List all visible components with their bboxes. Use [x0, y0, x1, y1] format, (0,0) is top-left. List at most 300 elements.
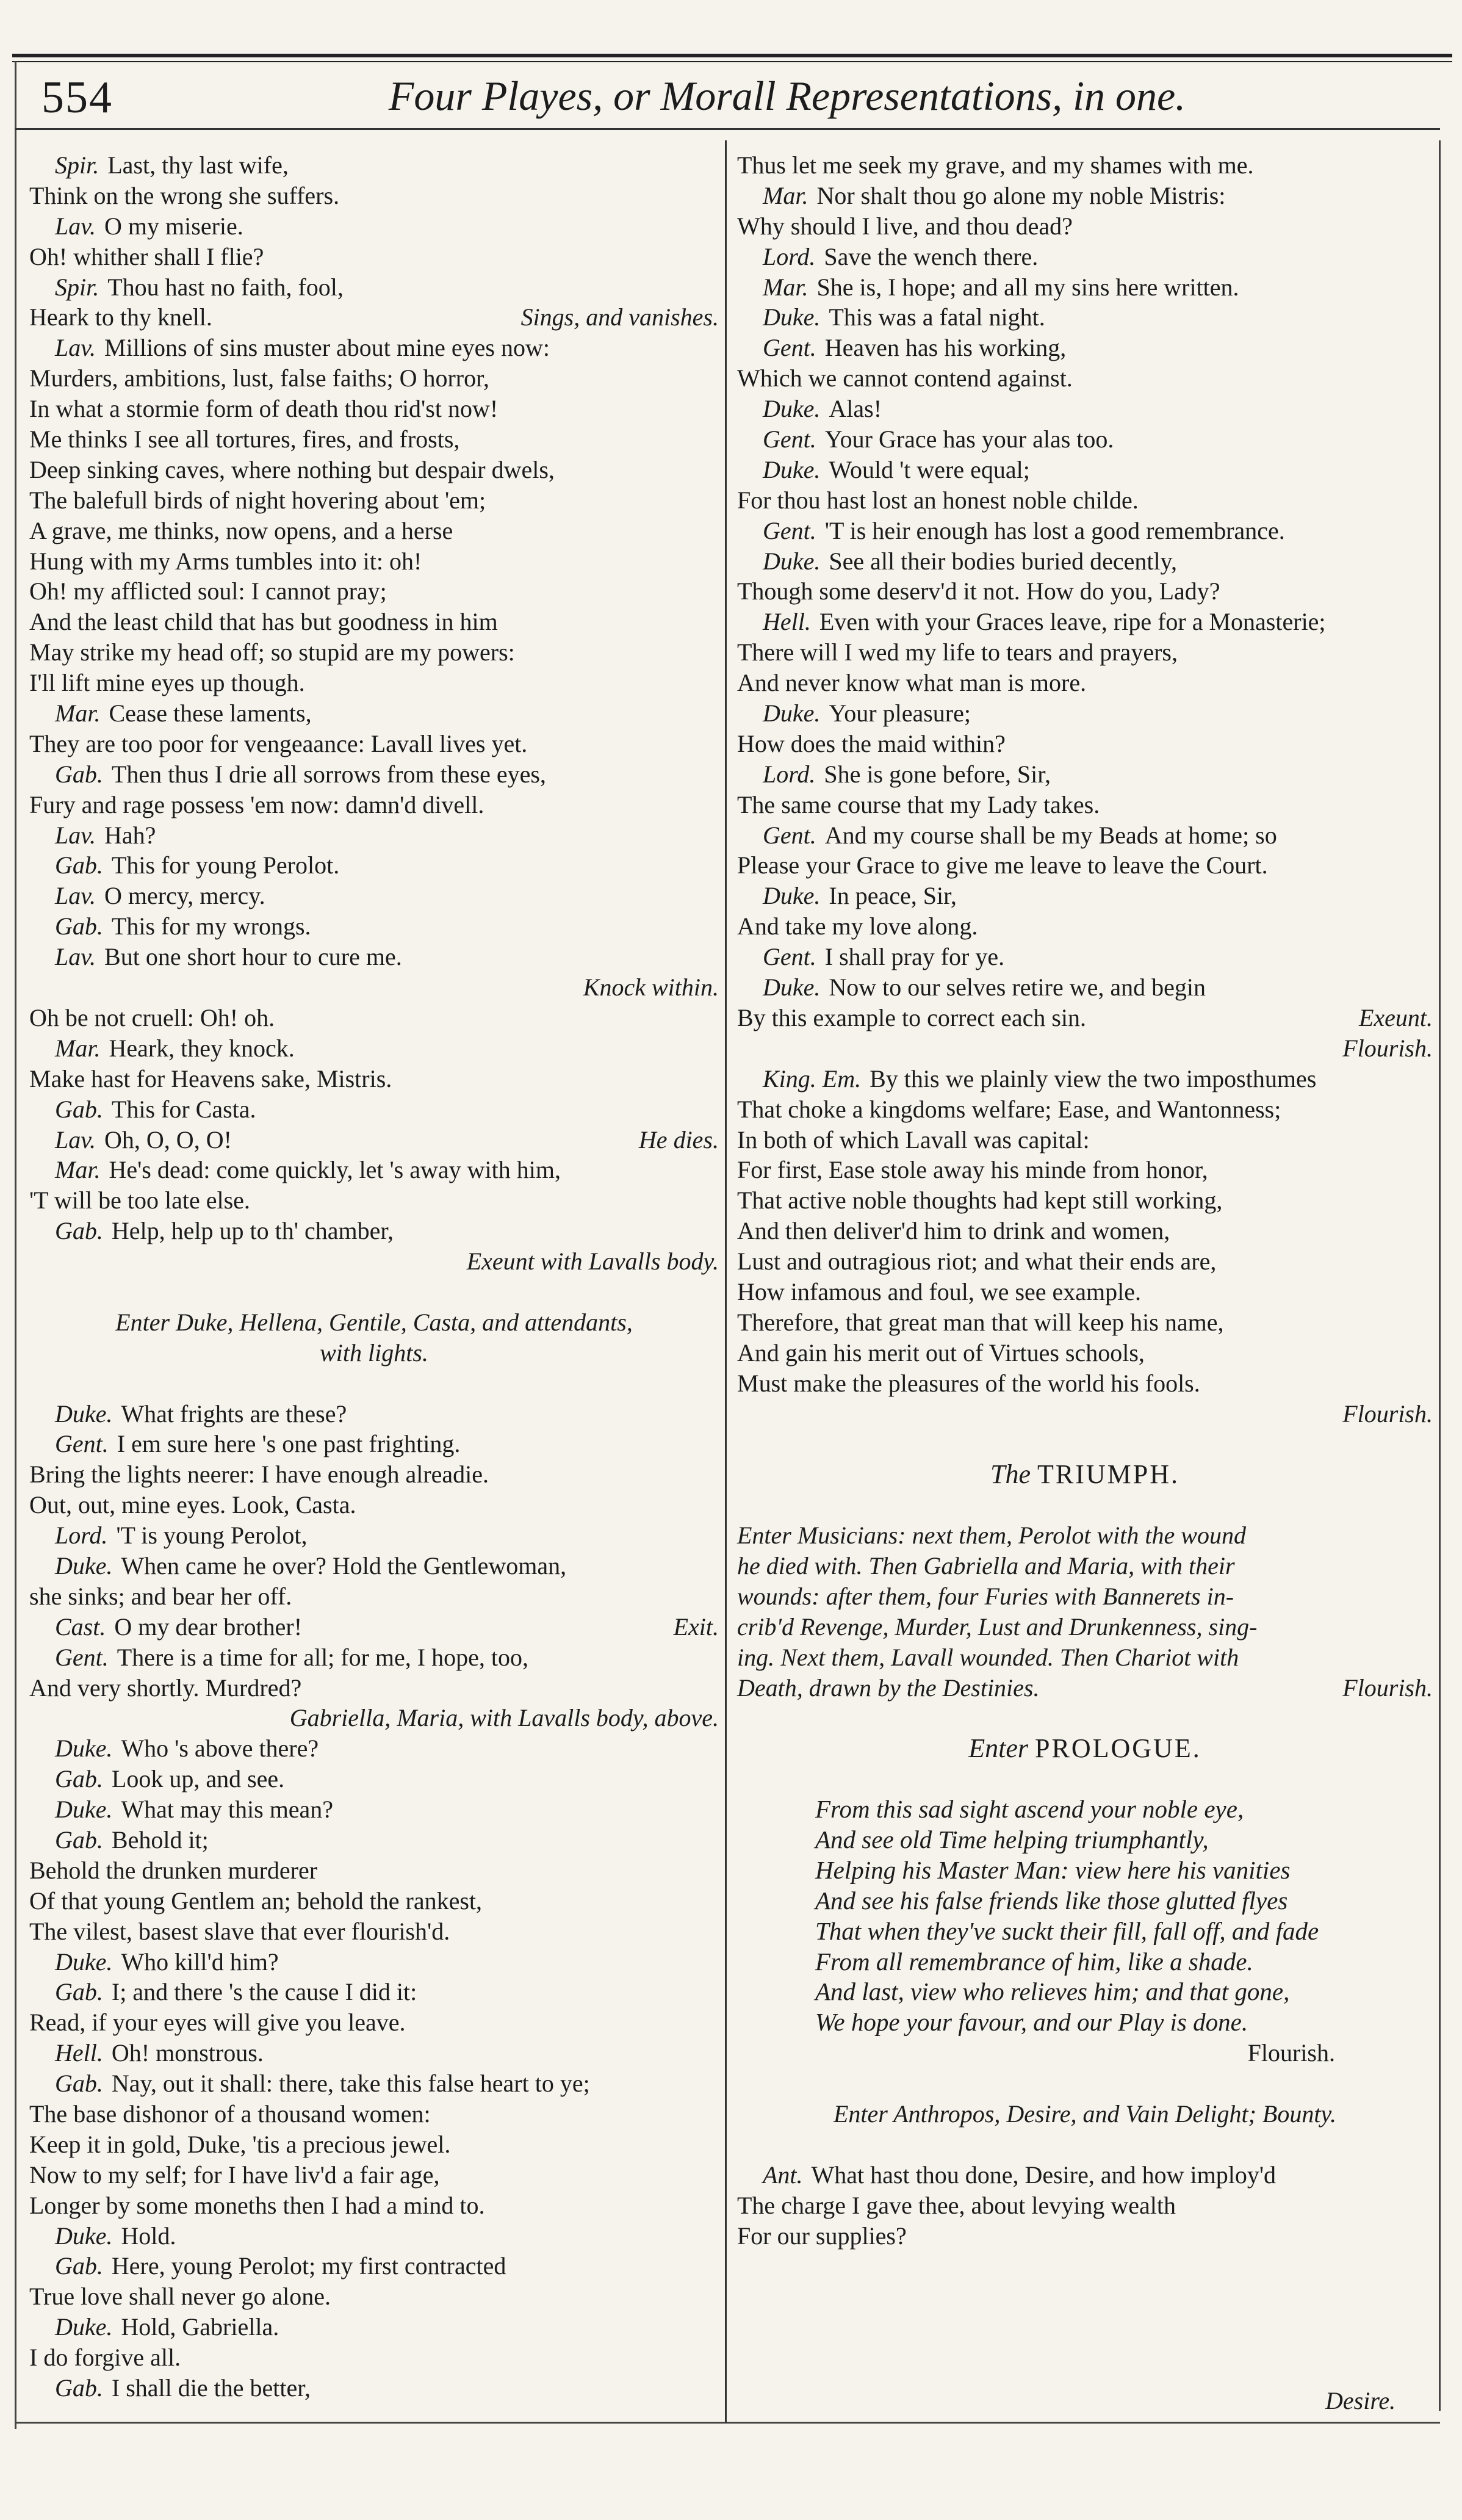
line-text: Oh! whither shall I flie? — [29, 242, 264, 270]
prologue-verse: We hope your favour, and our Play is done. — [815, 2008, 1248, 2037]
speaker-name: Gab. — [55, 851, 103, 879]
text-line — [737, 150, 1433, 181]
text-line — [29, 1977, 719, 2007]
text-line — [737, 302, 1433, 333]
text-line — [737, 2190, 1433, 2221]
line-text: Thou hast no faith, fool, — [107, 273, 344, 301]
text-line — [737, 2221, 1433, 2251]
line-text: Nay, out it shall: there, take this false heart to ye; — [111, 2070, 590, 2098]
line-text: The charge I gave thee, about levying wealth — [737, 2191, 1176, 2219]
stage-direction: wounds: after them, four Furies with Bannerets in- — [737, 1582, 1234, 1610]
line-text: I do forgive all. — [29, 2344, 181, 2372]
line-text: Read, if your eyes will give you leave. — [29, 2009, 406, 2037]
line-text: Deep sinking caves, where nothing but despair dwels, — [29, 455, 555, 483]
text-line — [737, 1520, 1433, 1551]
speaker-name: Spir. — [55, 151, 99, 179]
text-line — [737, 1094, 1433, 1125]
line-text: Now to our selves retire we, and begin — [829, 973, 1206, 1002]
text-line — [737, 1307, 1433, 1338]
line-text: How does the maid within? — [737, 729, 1006, 757]
text-line — [737, 424, 1433, 455]
speaker-name: Gent. — [763, 943, 816, 971]
spacer — [737, 1429, 1433, 1459]
text-line — [29, 1185, 719, 1216]
text-line — [29, 2281, 719, 2312]
line-text: There will I wed my life to tears and prayers, — [737, 638, 1178, 666]
line-text: Behold the drunken murderer — [29, 1856, 318, 1884]
prologue-verse: That when they've suckt their fill, fall off, and fade — [815, 1916, 1319, 1945]
line-text: Alas! — [829, 395, 882, 423]
text-line — [737, 394, 1433, 424]
line-text: Here, young Perolot; my first contracted — [111, 2252, 506, 2280]
line-text: Why should I live, and thou dead? — [737, 212, 1073, 240]
text-line — [29, 2129, 719, 2160]
text-line — [29, 546, 719, 577]
stage-direction: ing. Next them, Lavall wounded. Then Chariot with — [737, 1643, 1239, 1671]
speaker-name: Duke. — [55, 1796, 113, 1824]
speaker-name: Lav. — [55, 334, 96, 362]
text-line — [29, 2099, 719, 2129]
line-text: Last, thy last wife, — [107, 151, 289, 179]
line-text: She is gone before, Sir, — [824, 760, 1051, 788]
speaker-name: Duke. — [55, 1399, 113, 1428]
line-text: I em sure here 's one past frighting. — [117, 1430, 461, 1458]
line-text: In both of which Lavall was capital: — [737, 1125, 1090, 1153]
line-text: Who kill'd him? — [121, 1948, 279, 1976]
speaker-name: Gab. — [55, 2070, 103, 2098]
text-line — [29, 2221, 719, 2251]
line-text: Me thinks I see all tortures, fires, and frosts, — [29, 425, 460, 453]
right-border — [1439, 140, 1441, 2411]
top-border-inner — [12, 61, 1452, 62]
text-line — [737, 272, 1433, 303]
text-line — [737, 363, 1433, 394]
line-text: Oh, O, O, O! — [104, 1125, 232, 1153]
left-column — [29, 150, 719, 2403]
line-text: And my course shall be my Beads at home; so — [824, 821, 1277, 849]
speaker-name: Mar. — [763, 181, 808, 209]
text-line — [29, 2251, 719, 2281]
line-text: And never know what man is more. — [737, 669, 1087, 697]
text-line — [29, 242, 719, 272]
line-text: Hah? — [104, 821, 156, 849]
line-text: Then thus I drie all sorrows from these eyes, — [111, 760, 546, 788]
text-line — [29, 942, 719, 972]
line-text: Though some deserv'd it not. How do you, Lady? — [737, 577, 1220, 605]
speaker-name: Gab. — [55, 1825, 103, 1854]
line-text: She is, I hope; and all my sins here written. — [816, 273, 1239, 301]
spacer — [29, 1277, 719, 1307]
text-line — [29, 1216, 719, 1246]
speaker-name: Duke. — [55, 1948, 113, 1976]
text-line — [29, 2160, 719, 2190]
text-line — [737, 1033, 1433, 1064]
text-line — [29, 759, 719, 790]
text-line — [737, 1612, 1433, 1642]
text-line — [737, 729, 1433, 759]
line-text: Now to my self; for I have liv'd a fair age, — [29, 2161, 440, 2189]
text-line — [737, 1399, 1433, 1429]
text-line — [29, 363, 719, 394]
text-line — [29, 455, 719, 485]
line-text: And then deliver'd him to drink and women, — [737, 1217, 1170, 1245]
line-text: In what a stormie form of death thou rid'st now! — [29, 395, 499, 423]
line-text: See all their bodies buried decently, — [829, 547, 1177, 575]
line-text: The base dishonor of a thousand women: — [29, 2100, 431, 2128]
text-line — [29, 1794, 719, 1825]
text-line — [29, 211, 719, 242]
line-text: Oh! monstrous. — [111, 2039, 264, 2067]
line-text: I; and there 's the cause I did it: — [111, 1978, 417, 2006]
line-text: And gain his merit out of Virtues schools, — [737, 1338, 1145, 1367]
line-text: Save the wench there. — [824, 242, 1039, 270]
line-text: Help, help up to th' chamber, — [111, 1217, 394, 1245]
speaker-name: Hell. — [55, 2039, 103, 2067]
line-text: When came he over? Hold the Gentlewoman, — [121, 1551, 567, 1580]
line-text: I shall pray for ye. — [824, 943, 1005, 971]
text-line — [29, 1125, 719, 1155]
flourish-direction: Flourish. — [1247, 2039, 1335, 2067]
line-text: This for my wrongs. — [111, 912, 311, 940]
prologue-verse: And see his false friends like those glutted flyes — [815, 1886, 1288, 1915]
text-line — [737, 790, 1433, 820]
text-line — [737, 759, 1433, 790]
line-text: Longer by some moneths then I had a mind to. — [29, 2191, 485, 2219]
text-line — [737, 181, 1433, 211]
line-text: Look up, and see. — [111, 1765, 285, 1793]
text-line — [737, 516, 1433, 546]
line-text: Hold, Gabriella. — [121, 2313, 279, 2341]
text-line — [29, 1459, 719, 1490]
line-text: Fury and rage possess 'em now: damn'd divell. — [29, 790, 484, 818]
stage-direction-right: Flourish. — [1342, 1399, 1433, 1428]
stage-direction-right: Flourish. — [1342, 1673, 1433, 1702]
line-text: Make hast for Heavens sake, Mistris. — [29, 1064, 392, 1092]
line-text: Therefore, that great man that will keep his name, — [737, 1308, 1224, 1336]
line-text: 'T will be too late else. — [29, 1186, 250, 1215]
line-text: True love shall never go alone. — [29, 2283, 331, 2311]
heading-word: The — [990, 1459, 1031, 1490]
line-text: For thou hast lost an honest noble childe. — [737, 486, 1139, 514]
line-text: In peace, Sir, — [829, 882, 957, 910]
text-line — [737, 576, 1433, 607]
speaker-name: King. Em. — [763, 1064, 862, 1092]
line-text: And very shortly. Murdred? — [29, 1673, 302, 1702]
stage-direction: Enter Duke, Hellena, Gentile, Casta, and attendants, — [115, 1308, 633, 1336]
line-text: But one short hour to cure me. — [104, 943, 402, 971]
heading-word: Enter — [968, 1733, 1029, 1764]
speaker-name: Duke. — [763, 455, 821, 483]
text-line — [737, 1064, 1433, 1094]
line-text: Which we cannot contend against. — [737, 364, 1073, 392]
header-rule — [15, 128, 1440, 130]
line-text: This was a fatal night. — [829, 303, 1045, 331]
text-line — [29, 729, 719, 759]
text-line — [29, 1947, 719, 1977]
speaker-name: Lav. — [55, 882, 96, 910]
text-line — [29, 972, 719, 1003]
text-line — [29, 181, 719, 211]
column-divider — [725, 140, 727, 2423]
text-line — [737, 1642, 1433, 1673]
heading-caps: PROLOGUE. — [1035, 1733, 1201, 1764]
text-line — [29, 911, 719, 942]
left-border — [15, 61, 16, 2429]
line-text: Of that young Gentlem an; behold the rankest, — [29, 1886, 483, 1915]
line-text: What may this mean? — [121, 1796, 334, 1824]
bottom-border — [15, 2422, 1440, 2424]
text-line — [737, 1673, 1433, 1703]
text-line — [29, 302, 719, 333]
text-line — [29, 2007, 719, 2038]
text-line — [29, 820, 719, 851]
line-text: Lust and outragious riot; and what their ends are, — [737, 1247, 1217, 1276]
line-text: That choke a kingdoms welfare; Ease, and Wantonness; — [737, 1095, 1281, 1123]
text-line — [29, 1642, 719, 1673]
speaker-name: Gent. — [763, 516, 816, 544]
speaker-name: Cast. — [55, 1612, 106, 1641]
line-text: Heark, they knock. — [109, 1034, 295, 1062]
line-text: The same course that my Lady takes. — [737, 790, 1100, 818]
prologue-verse: And see old Time helping triumphantly, — [815, 1825, 1209, 1854]
stage-direction: crib'd Revenge, Murder, Lust and Drunkenness, sing- — [737, 1612, 1258, 1641]
text-line — [29, 485, 719, 516]
speaker-name: Hell. — [763, 608, 811, 636]
spacer — [737, 2129, 1433, 2160]
line-text: How infamous and foul, we see example. — [737, 1277, 1142, 1305]
speaker-name: Mar. — [55, 1034, 101, 1062]
line-text: O my miserie. — [104, 212, 243, 240]
line-text: Your Grace has your alas too. — [824, 425, 1114, 453]
line-text: Millions of sins muster about mine eyes now: — [104, 334, 550, 362]
line-text: Oh be not cruell: Oh! oh. — [29, 1003, 275, 1031]
line-text: This for Casta. — [111, 1095, 256, 1123]
line-text: A grave, me thinks, now opens, and a herse — [29, 516, 453, 544]
speaker-name: Gent. — [55, 1430, 109, 1458]
text-line — [29, 424, 719, 455]
text-line — [29, 1064, 719, 1094]
text-line — [29, 1246, 719, 1277]
text-line — [29, 790, 719, 820]
line-text: Hold. — [121, 2222, 176, 2250]
spacer — [737, 1764, 1433, 1794]
text-line — [737, 1368, 1433, 1399]
speaker-name: Lord. — [763, 242, 816, 270]
text-line — [737, 1581, 1433, 1612]
text-line — [29, 1399, 719, 1429]
line-text: For first, Ease stole away his minde from honor, — [737, 1156, 1208, 1184]
speaker-name: Lav. — [55, 212, 96, 240]
line-text: Bring the lights neerer: I have enough alreadie. — [29, 1460, 489, 1489]
text-line — [737, 911, 1433, 942]
text-line — [737, 668, 1433, 698]
line-text: 'T is young Perolot, — [116, 1522, 308, 1550]
speaker-name: Duke. — [763, 973, 821, 1002]
line-text: Even with your Graces leave, ripe for a Monasterie; — [819, 608, 1326, 636]
line-text: By this we plainly view the two imposthumes — [870, 1064, 1317, 1092]
stage-direction: Enter Musicians: next them, Perolot with the wound — [737, 1522, 1246, 1550]
text-line — [737, 1246, 1433, 1277]
speaker-name: Duke. — [763, 882, 821, 910]
speaker-name: Duke. — [55, 1735, 113, 1763]
prologue-verse: From this sad sight ascend your noble eye, — [815, 1795, 1244, 1824]
speaker-name: Mar. — [55, 699, 101, 727]
text-line — [29, 1003, 719, 1033]
stage-direction-right: Knock within. — [583, 973, 719, 1002]
stage-direction-right: Flourish. — [1342, 1034, 1433, 1062]
line-text: she sinks; and bear her off. — [29, 1582, 292, 1610]
line-text: Your pleasure; — [829, 699, 971, 727]
text-line — [29, 1764, 719, 1794]
line-text: And the least child that has but goodness in him — [29, 608, 498, 636]
speaker-name: Gab. — [55, 1217, 103, 1245]
line-text: He's dead: come quickly, let 's away with him, — [109, 1156, 561, 1184]
text-line — [737, 881, 1433, 911]
speaker-name: Gab. — [55, 1765, 103, 1793]
spacer — [737, 1490, 1433, 1520]
text-line — [29, 1094, 719, 1125]
line-text: Must make the pleasures of the world his fools. — [737, 1369, 1200, 1397]
line-text: What frights are these? — [121, 1399, 347, 1428]
text-line — [29, 881, 719, 911]
speaker-name: Gent. — [55, 1643, 109, 1671]
section-heading — [737, 1459, 1433, 1490]
line-text: Who 's above there? — [121, 1735, 319, 1763]
text-line — [737, 637, 1433, 668]
line-text: That active noble thoughts had kept still working, — [737, 1186, 1223, 1215]
text-line — [737, 1003, 1433, 1033]
text-line — [29, 1703, 719, 1733]
text-line — [737, 485, 1433, 516]
stage-direction-right: Exit. — [673, 1612, 719, 1641]
line-text: O my dear brother! — [114, 1612, 303, 1641]
line-text: Oh! my afflicted soul: I cannot pray; — [29, 577, 387, 605]
text-line — [29, 1551, 719, 1581]
line-text: Out, out, mine eyes. Look, Casta. — [29, 1491, 356, 1519]
text-line — [737, 942, 1433, 972]
stage-direction-right: Gabriella, Maria, with Lavalls body, above. — [289, 1704, 719, 1732]
text-line — [29, 1733, 719, 1764]
page-number: 554 — [41, 73, 113, 123]
text-line — [29, 2038, 719, 2068]
line-text: Keep it in gold, Duke, 'tis a precious jewel. — [29, 2130, 451, 2158]
stage-direction: Enter Anthropos, Desire, and Vain Delight; Bounty. — [833, 2100, 1336, 2128]
text-line — [737, 1551, 1433, 1581]
text-line — [737, 546, 1433, 577]
speaker-name: Duke. — [763, 303, 821, 331]
speaker-name: Ant. — [763, 2161, 803, 2189]
text-line — [29, 2342, 719, 2373]
text-line — [737, 1155, 1433, 1185]
speaker-name: Gent. — [763, 425, 816, 453]
text-line — [737, 972, 1433, 1003]
line-text: Heark to thy knell. — [29, 303, 212, 331]
text-line — [29, 1612, 719, 1642]
stage-direction-right: Exeunt. — [1358, 1003, 1433, 1031]
prologue-verse: Helping his Master Man: view here his vanities — [815, 1855, 1291, 1884]
line-text: Heaven has his working, — [824, 334, 1067, 362]
text-line — [737, 2160, 1433, 2190]
line-text: O mercy, mercy. — [104, 882, 265, 910]
text-line — [29, 516, 719, 546]
line-text: And take my love along. — [737, 912, 978, 940]
text-line — [737, 820, 1433, 851]
speaker-name: Duke. — [763, 547, 821, 575]
line-text: Thus let me seek my grave, and my shames with me. — [737, 151, 1254, 179]
text-line — [737, 1216, 1433, 1246]
text-line — [737, 2038, 1433, 2068]
text-line — [29, 698, 719, 729]
text-line — [29, 850, 719, 881]
text-line — [29, 272, 719, 303]
text-line — [29, 333, 719, 363]
text-line — [29, 394, 719, 424]
line-text: Hung with my Arms tumbles into it: oh! — [29, 547, 422, 575]
stage-direction-right: Sings, and vanishes. — [520, 303, 719, 331]
speaker-name: Lav. — [55, 821, 96, 849]
text-line — [29, 637, 719, 668]
speaker-name: Duke. — [55, 1551, 113, 1580]
line-text: Cease these laments, — [109, 699, 312, 727]
line-text: Nor shalt thou go alone my noble Mistris: — [816, 181, 1226, 209]
text-line — [29, 1155, 719, 1185]
catchword: Desire. — [1325, 2387, 1396, 2414]
spacer — [29, 1368, 719, 1399]
text-line — [29, 2373, 719, 2403]
speaker-name: Gab. — [55, 760, 103, 788]
text-line — [29, 1916, 719, 1947]
line-text: 'T is heir enough has lost a good remembrance. — [824, 516, 1285, 544]
text-line — [737, 607, 1433, 637]
speaker-name: Gab. — [55, 2252, 103, 2280]
stage-direction: with lights. — [320, 1338, 428, 1367]
speaker-name: Spir. — [55, 273, 99, 301]
text-line — [29, 1490, 719, 1520]
text-line — [29, 1673, 719, 1703]
line-text: What hast thou done, Desire, and how imploy'd — [811, 2161, 1277, 2189]
text-line — [29, 1581, 719, 1612]
line-text: Murders, ambitions, lust, false faiths; O horror, — [29, 364, 489, 392]
line-text: The balefull birds of night hovering about 'em; — [29, 486, 486, 514]
spacer — [737, 2068, 1433, 2099]
speaker-name: Gab. — [55, 1095, 103, 1123]
text-line — [29, 2068, 719, 2099]
right-column — [737, 150, 1433, 2251]
prologue-verse: From all remembrance of him, like a shade. — [815, 1947, 1253, 1976]
speaker-name: Gent. — [763, 334, 816, 362]
text-line — [737, 698, 1433, 729]
line-text: For our supplies? — [737, 2222, 907, 2250]
line-text: They are too poor for vengeaance: Lavall lives yet. — [29, 729, 528, 757]
line-text: Please your Grace to give me leave to leave the Court. — [737, 851, 1268, 879]
speaker-name: Gent. — [763, 821, 816, 849]
text-line — [737, 242, 1433, 272]
text-line — [737, 455, 1433, 485]
speaker-name: Mar. — [55, 1156, 101, 1184]
line-text: Think on the wrong she suffers. — [29, 181, 340, 209]
text-line — [29, 2312, 719, 2342]
speaker-name: Gab. — [55, 1978, 103, 2006]
text-line — [29, 2190, 719, 2221]
line-text: Would 't were equal; — [829, 455, 1030, 483]
top-border — [12, 54, 1452, 57]
text-line — [29, 150, 719, 181]
speaker-name: Duke. — [763, 699, 821, 727]
line-text: I'll lift mine eyes up though. — [29, 669, 305, 697]
speaker-name: Duke. — [55, 2222, 113, 2250]
speaker-name: Gab. — [55, 912, 103, 940]
text-line — [29, 1429, 719, 1459]
